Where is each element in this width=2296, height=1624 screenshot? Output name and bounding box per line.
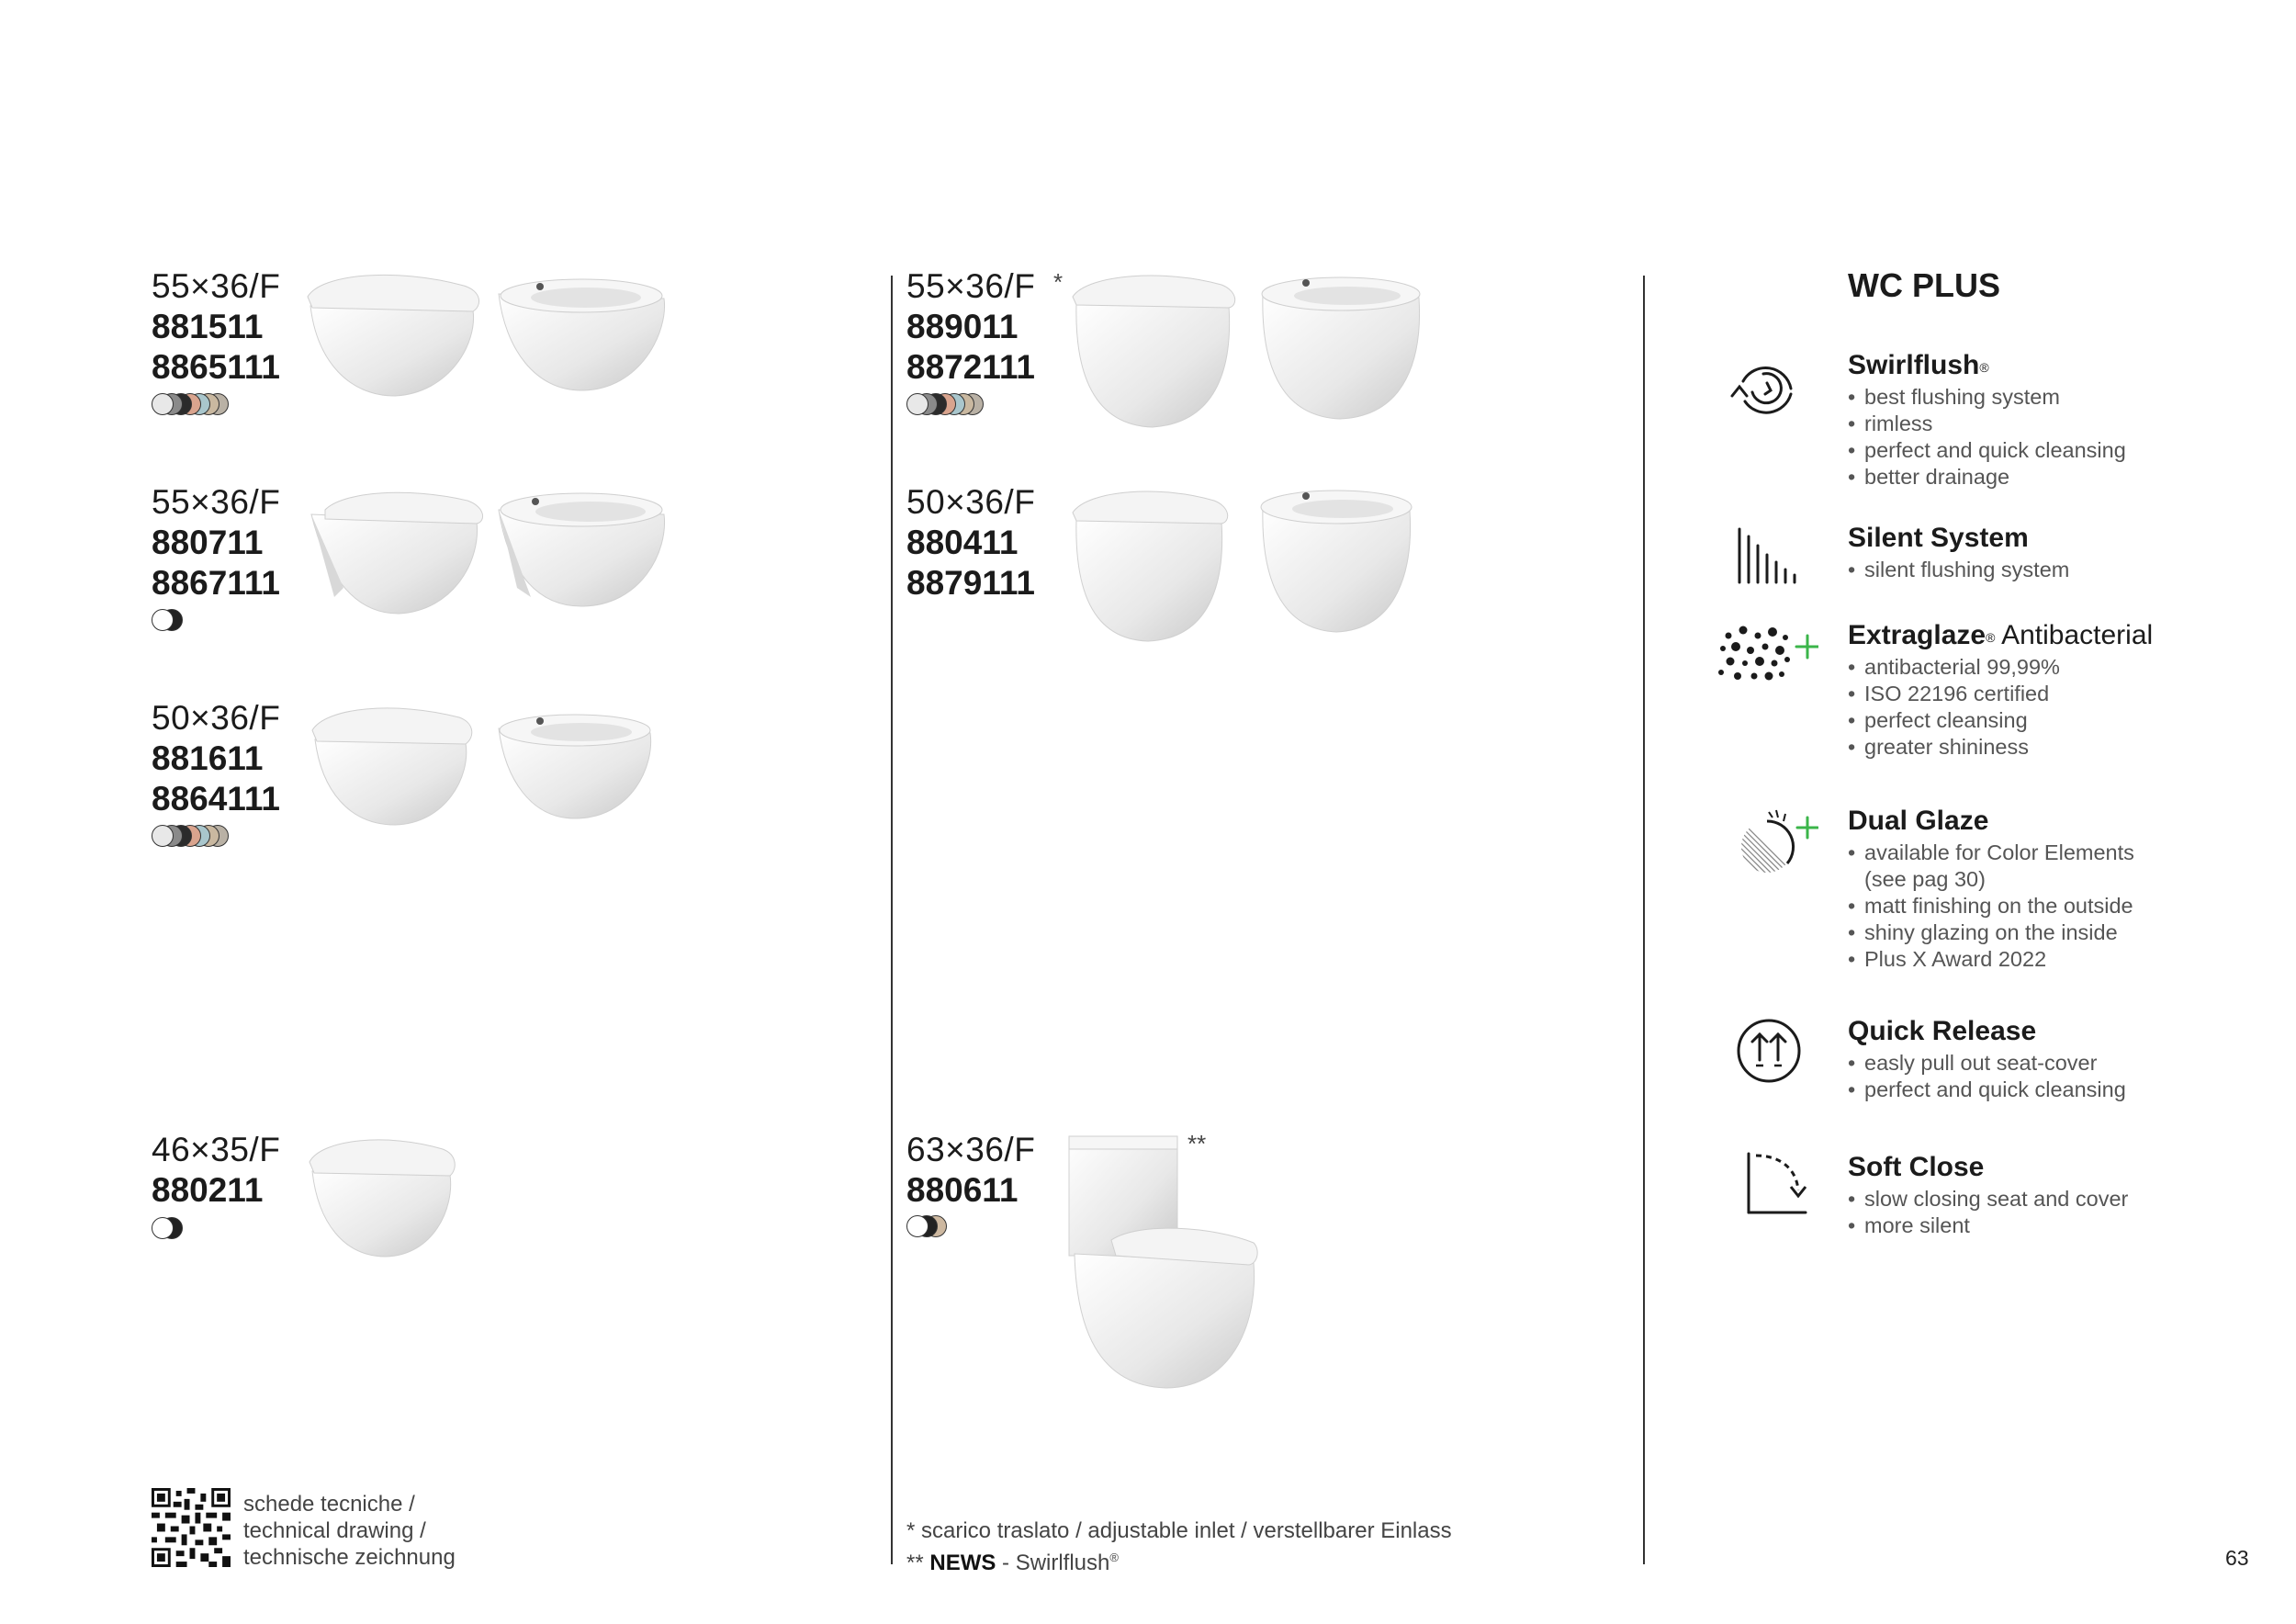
feature-title: Quick Release <box>1848 1016 2037 1046</box>
feature-title-reg: ® <box>1979 360 1989 375</box>
qr-caption-line: technische zeichnung <box>243 1545 456 1570</box>
footnote-star: * <box>1053 268 1064 296</box>
feature-bullet: • best flushing system <box>1848 384 2126 411</box>
product-size: 55×36/F <box>906 267 1036 305</box>
product-block <box>152 266 280 388</box>
qr-caption-line: technical drawing / <box>243 1518 426 1543</box>
product-block <box>152 482 280 603</box>
swirl-icon <box>1727 354 1800 423</box>
feature-silent-system <box>1848 522 2069 583</box>
footnote-star: ** <box>1187 1130 1207 1157</box>
product-code: 880211 <box>152 1171 264 1209</box>
feature-title: Dual Glaze <box>1848 806 1989 836</box>
color-swatch <box>906 393 929 415</box>
color-swatch <box>152 1217 174 1239</box>
qr-caption-line: schede tecniche / <box>243 1492 415 1517</box>
footnotes <box>906 1517 1452 1576</box>
footnote-news-prefix: ** <box>906 1551 930 1575</box>
feature-bullet: • more silent <box>1848 1212 2128 1239</box>
antibacterial-dots-icon <box>1717 623 1818 683</box>
feature-bullet: • shiny glazing on the inside <box>1848 919 2134 946</box>
feature-bullets <box>1848 1050 2126 1103</box>
product-code: 8865111 <box>152 348 280 386</box>
feature-title-reg: ® <box>1986 630 1996 645</box>
floor-bidet-image <box>1255 487 1416 634</box>
product-code: 8879111 <box>906 564 1035 602</box>
feature-bullet: • slow closing seat and cover <box>1848 1186 2128 1212</box>
wall-hung-wc-small-image <box>305 1134 456 1258</box>
product-code: 8867111 <box>152 564 280 602</box>
feature-bullet: • rimless <box>1848 411 2126 437</box>
feature-bullet: • perfect and quick cleansing <box>1848 437 2126 464</box>
product-block <box>906 266 1035 388</box>
wall-hung-wc-image <box>308 703 473 827</box>
product-code: 8864111 <box>152 780 280 818</box>
feature-dual-glaze <box>1848 805 2134 973</box>
quick-release-icon <box>1736 1018 1802 1084</box>
product-code: 880611 <box>906 1171 1019 1209</box>
product-size: 50×36/F <box>906 483 1036 521</box>
footnote-news-reg: ® <box>1109 1551 1119 1564</box>
soft-close-icon <box>1743 1150 1809 1216</box>
feature-quick-release <box>1848 1015 2126 1103</box>
footnote-news-bold: NEWS <box>929 1551 996 1575</box>
feature-bullets <box>1848 557 2069 583</box>
qr-caption <box>243 1491 456 1571</box>
floor-wc-image <box>1065 271 1240 432</box>
feature-bullet: • silent flushing system <box>1848 557 2069 583</box>
feature-bullet: • available for Color Elements <box>1848 840 2134 866</box>
page-number: 63 <box>2225 1546 2249 1570</box>
column-divider-2 <box>1643 276 1645 1564</box>
feature-bullet: • Plus X Award 2022 <box>1848 946 2134 973</box>
feature-title <box>1848 619 2153 652</box>
wall-hung-wc-image <box>303 269 482 398</box>
qr-code[interactable] <box>152 1488 231 1567</box>
feature-bullets <box>1848 384 2126 491</box>
product-code: 880711 <box>152 524 264 561</box>
feature-swirlflush <box>1848 349 2126 491</box>
product-code: 8872111 <box>906 348 1035 386</box>
product-block <box>152 698 280 819</box>
color-swatch <box>152 825 174 847</box>
wall-hung-bidet-image <box>494 710 655 820</box>
feature-bullets <box>1848 840 2134 973</box>
feature-bullet: • greater shininess <box>1848 734 2153 761</box>
product-code: 889011 <box>906 308 1019 345</box>
feature-bullet: • matt finishing on the outside <box>1848 893 2134 919</box>
footnote-news <box>906 1544 1452 1576</box>
feature-title: Silent System <box>1848 523 2029 553</box>
feature-bullet: • easly pull out seat-cover <box>1848 1050 2126 1077</box>
product-size: 55×36/F <box>152 483 281 521</box>
footnote-news-suffix: - Swirlflush <box>996 1551 1110 1575</box>
feature-title: Soft Close <box>1848 1152 1985 1182</box>
feature-bullets <box>1848 654 2153 761</box>
product-block <box>152 1130 280 1211</box>
product-size: 46×35/F <box>152 1131 281 1168</box>
wall-hung-bidet-image <box>494 276 669 393</box>
color-swatch <box>152 609 174 631</box>
product-code: 880411 <box>906 524 1019 561</box>
feature-bullet: • perfect and quick cleansing <box>1848 1077 2126 1103</box>
product-code: 881511 <box>152 308 264 345</box>
floor-bidet-image <box>1255 274 1425 421</box>
product-block <box>906 482 1035 603</box>
wc-plus-title: WC PLUS <box>1848 266 2000 304</box>
feature-soft-close <box>1848 1151 2128 1239</box>
color-swatch <box>906 1215 929 1237</box>
feature-title-text: Swirlflush <box>1848 350 1980 380</box>
feature-bullet: • perfect cleansing <box>1848 707 2153 734</box>
silent-bars-icon <box>1736 525 1800 586</box>
product-block <box>906 1130 1035 1211</box>
feature-bullet: • ISO 22196 certified <box>1848 681 2153 707</box>
feature-bullets <box>1848 1186 2128 1239</box>
column-divider-1 <box>891 276 893 1564</box>
feature-title-light: Antibacterial <box>1995 620 2154 650</box>
product-size: 55×36/F <box>152 267 281 305</box>
wall-hung-bidet-square-image <box>494 487 669 611</box>
feature-title <box>1848 349 2126 382</box>
footnote-inlet: * scarico traslato / adjustable inlet / verstellbarer Einlass <box>906 1518 1452 1543</box>
color-swatch <box>152 393 174 415</box>
feature-title-text: Extraglaze <box>1848 620 1986 650</box>
feature-bullet: • better drainage <box>1848 464 2126 491</box>
feature-bullet: (see pag 30) <box>1864 867 1986 891</box>
floor-wc-image <box>1065 487 1231 645</box>
feature-bullet: • antibacterial 99,99% <box>1848 654 2153 681</box>
wall-hung-wc-square-image <box>307 487 486 615</box>
dual-glaze-icon <box>1736 806 1818 876</box>
product-size: 63×36/F <box>906 1131 1036 1168</box>
product-size: 50×36/F <box>152 699 281 737</box>
product-code: 881611 <box>152 739 264 777</box>
feature-extraglaze <box>1848 619 2153 761</box>
close-coupled-wc-image <box>1065 1134 1263 1392</box>
